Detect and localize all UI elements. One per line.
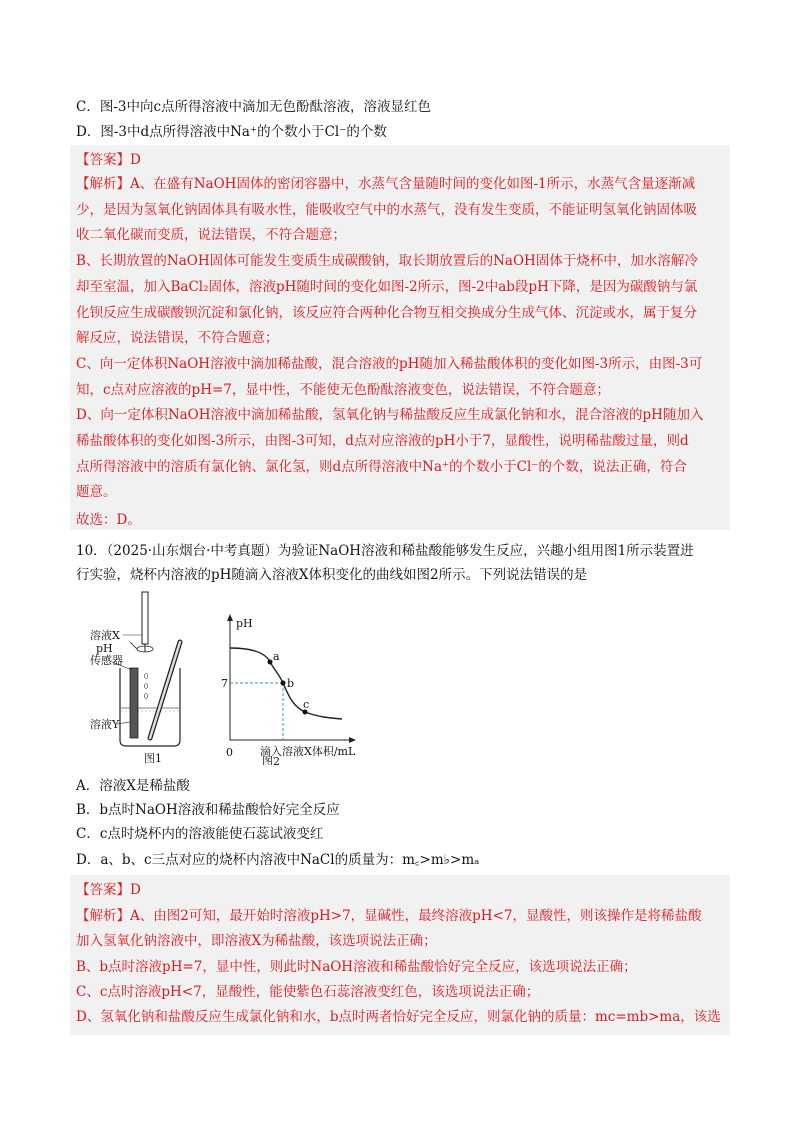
q10-option-d: D．a、b、c三点对应的烧杯内溶液中NaCl的质量为：m꜀>m♭>mₐ [76, 852, 480, 868]
q9-conclusion: 故选：D。 [76, 512, 141, 528]
fig2-origin: 0 [226, 746, 233, 759]
q9-analysis-line: 化钡反应生成碳酸钡沉淀和氯化钠，该反应符合两种化合物互相交换成分生成气体、沉淀或水，属于复分 [76, 304, 697, 321]
q9-analysis-line: B、长期放置的NaOH固体可能发生变质生成碳酸钠，取长期放置后的NaOH固体于烧杯中，加水溶解冷 [76, 253, 698, 270]
q9-analysis-line: D、向一定体积NaOH溶液中滴加稀盐酸，氢氧化钠与稀盐酸反应生成氯化钠和水，混合溶液的pH随加入 [76, 407, 704, 424]
fig2-ylabel: pH [236, 617, 253, 630]
q10-analysis-line: 【解析】A、由图2可知，最开始时溶液pH>7，显碱性，最终溶液pH<7，显酸性，则该操作是将稀盐酸 [76, 908, 702, 924]
ph-curve [230, 648, 342, 719]
fig2-label-b: b [287, 677, 295, 690]
q9-analysis-line: 少，是因为氢氧化钠固体具有吸水性，能吸收空气中的水蒸气，没有发生变质，不能证明氢氧化钠固体吸 [76, 201, 697, 218]
q9-answer: 【答案】D [76, 152, 141, 168]
q9-analysis-line: 稀盐酸体积的变化如图-3所示，由图-3可知，d点对应溶液的pH小于7，显酸性，说明稀盐酸过量，则d [76, 433, 689, 449]
q9-analysis-line: C、向一定体积NaOH溶液中滴加稀盐酸，混合溶液的pH随加入稀盐酸体积的变化如图-3所示，由图-3可 [76, 355, 703, 372]
q9-analysis-line: 解反应，说法错误，不符合题意； [76, 330, 279, 347]
fig2-label-c: c [303, 698, 310, 711]
q10-stem-line1: 10．（2025·山东烟台·中考真题）为验证NaOH溶液和稀盐酸能够发生反应，兴趣小组用图1所示装置进 [76, 543, 694, 559]
figure-2-ph-curve [221, 614, 356, 765]
q10-option-c: C．c点时烧杯内的溶液能使石蕊试液变红 [76, 826, 324, 842]
q10-analysis-line: D、氢氧化钠和盐酸反应生成氯化钠和水，b点时两者恰好完全反应，则氯化钠的质量：mc=mb>ma，该选 [76, 1009, 721, 1026]
q10-stem-line2: 行实验，烧杯内溶液的pH随滴入溶液X体积变化的曲线如图2所示。下列说法错误的是 [76, 567, 588, 583]
q10-analysis-line: 加入氢氧化钠溶液中，即溶液X为稀盐酸，该选项说法正确； [76, 933, 437, 950]
fig1-label-ph: pH [96, 642, 113, 655]
fig2-label-a: a [273, 650, 280, 663]
fig2-caption: 图2 [262, 755, 280, 765]
q9-analysis-line: 却至室温，加入BaCl₂固体，溶液pH随时间的变化如图-2所示，图-2中ab段pH下降，是因为碳酸钠与氯 [76, 278, 698, 295]
point-b [281, 681, 286, 686]
fig2-xlabel: 滴入溶液X体积/mL [260, 745, 356, 758]
q9-analysis-line: 知，c点对应溶液的pH=7，显中性，不能使无色酚酞溶液变色，说法错误，不符合题意； [76, 381, 610, 398]
point-a [268, 660, 273, 665]
q10-answer: 【答案】D [76, 882, 141, 898]
q9-analysis-line: 【解析】A、在盛有NaOH固体的密闭容器中，水蒸气含量随时间的变化如图-1所示，水蒸气含量逐渐减 [76, 176, 696, 192]
fig1-label-sensor: 传感器 [90, 654, 123, 667]
q10-option-b: B．b点时NaOH溶液和稀盐酸恰好完全反应 [76, 802, 340, 818]
q10-analysis-line: C、c点时溶液pH<7，显酸性，能使紫色石蕊溶液变红色，该选项说法正确； [76, 983, 540, 1000]
q9-analysis-line: 点所得溶液中的溶质有氯化钠、氯化氢，则d点所得溶液中Na⁺的个数小于Cl⁻的个数，说法正确，符合 [76, 458, 687, 475]
q9-option-d: D．图-3中d点所得溶液中Na⁺的个数小于Cl⁻的个数 [76, 124, 387, 140]
fig1-caption: 图1 [144, 752, 162, 765]
q9-analysis-line: 题意。 [76, 484, 117, 501]
ph-sensor-icon [130, 668, 138, 738]
fig1-label-y: 溶液Y [90, 718, 120, 731]
q10-option-a: A．溶液X是稀盐酸 [76, 778, 190, 794]
q9-option-c: C．图-3中向c点所得溶液中滴加无色酚酞溶液，溶液显红色 [76, 99, 432, 115]
burette-icon [142, 592, 148, 644]
figure-1-apparatus [90, 592, 180, 765]
q10-figures [90, 590, 360, 765]
q9-analysis-line: 收二氧化碳而变质，说法错误，不符合题意； [76, 227, 346, 244]
q10-analysis-line: B、b点时溶液pH=7，显中性，则此时NaOH溶液和稀盐酸恰好完全反应，该选项说法正确； [76, 958, 637, 975]
fig1-label-x: 溶液X [90, 629, 120, 642]
fig2-tick-7: 7 [221, 677, 228, 690]
